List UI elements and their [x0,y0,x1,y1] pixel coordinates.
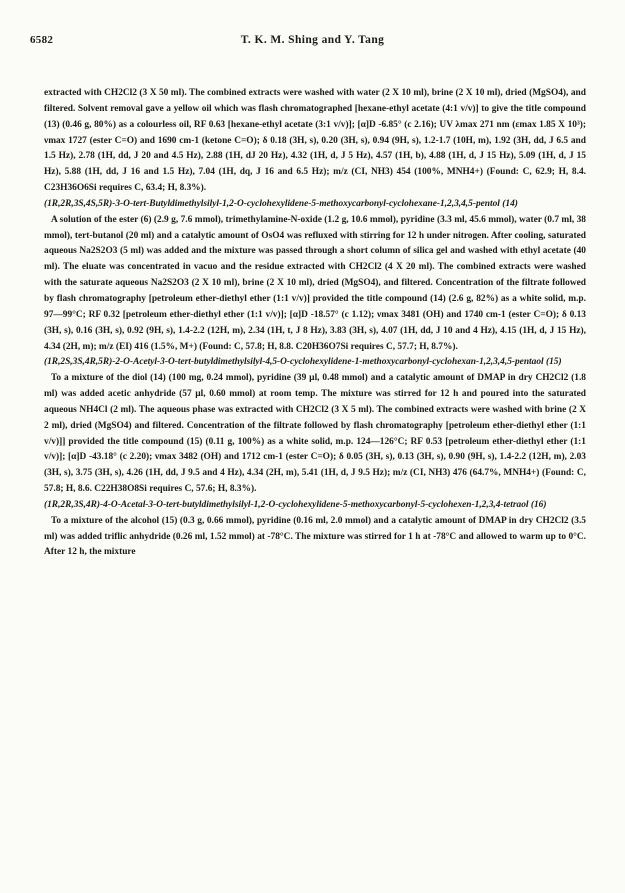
paragraph-compound-15-procedure: To a mixture of the diol (14) (100 mg, 0.24 mmol), pyridine (39 µl, 0.48 mmol) and a catalytic amount of DMAP in dry CH2Cl2 (1.8 ml) was added acetic anhydride (57 µl, 0.60 mmol) at room temp. The mixture was stirred for 12 h and poured into the saturated aqueous NH4Cl (2 ml). The aqueous phase was extracted with CH2Cl2 (3 X 5 ml). The combined extracts were washed with brine (2 X 2 ml), dried (MgSO4) and filtered. Concentration of the filtrate followed by flash chromatography [petroleum ether-diethyl ether (1:1 v/v)]] provided the title compound (15) (0.11 g, 100%) as a white solid, m.p. 124—126°C; RF 0.53 [petroleum ether-diethyl ether (1:1 v/v)]; [α]D -43.18° (c 2.20); νmax 3482 (OH) and 1712 cm-1 (ester C=O); δ 0.05 (3H, s), 0.13 (3H, s), 0.90 (9H, s), 1.4-2.2 (12H, m), 2.03 (3H, s), 3.75 (3H, s), 4.26 (1H, dd, J 9.5 and 4 Hz), 4.34 (2H, m), 5.41 (1H, d, J 9.5 Hz); m/z (CI, NH3) 476 (64.7%, MNH4+) (Found: C, 57.8; H, 8.6. C22H38O8Si requires C, 57.6; H, 8.3%). [44,373,586,495]
running-head: T. K. M. Shing and Y. Tang [240,34,385,46]
paragraph-compound-13-workup: extracted with CH2Cl2 (3 X 50 ml). The combined extracts were washed with water (2 X 10 ml), brine (2 X 10 ml), dried (MgSO4), and filtered. Solvent removal gave a yellow oil which was flash chromatographed [hexane-ethyl acetate (4:1 v/v)] to give the title compound (13) (0.46 g, 80%) as a colourless oil, RF 0.63 [hexane-ethyl acetate (3:1 v/v)]; [α]D -6.85° (c 2.16); UV λmax 271 nm (εmax 1.85 X 10³); νmax 1727 (ester C=O) and 1690 cm-1 (ketone C=O); δ 0.18 (3H, s), 0.20 (3H, s), 0.94 (9H, s), 1.2-1.7 (10H, m), 1.92 (3H, dd, J 6.5 and 1.5 Hz), 2.78 (1H, dd, J 20 and 4.5 Hz), 2.88 (1H, dJ 20 Hz), 4.32 (1H, d, J 5 Hz), 4.57 (1H, b), 4.88 (1H, d, J 15 Hz), 5.09 (1H, d, J 15 Hz), 5.88 (1H, dd, J 16 and 1.5 Hz), 7.04 (1H, dq, J 16 and 6.5 Hz); m/z (CI, NH3) 454 (100%, MNH4+) (Found: C, 62.9; H, 8.4. C23H36O6Si requires C, 63.4; H, 8.3%). [44,88,586,194]
article-body [44,86,586,561]
compound-heading-15: (1R,2S,3S,4R,5R)-2-O-Acetyl-3-O-tert-butyldimethylsilyl-4,5-O-cyclohexylidene-1-methoxycarbonyl-cyclohexan-1,2,3,4,5-pentaol (15) [44,357,562,368]
paragraph-compound-14-procedure: A solution of the ester (6) (2.9 g, 7.6 mmol), trimethylamine-N-oxide (1.2 g, 10.6 mmol), pyridine (3.3 ml, 45.6 mmol), water (0.7 ml, 38 mmol), tert-butanol (20 ml) and a catalytic amount of OsO4 was refluxed with stirring for 12 h under nitrogen. After cooling, saturated aqueous Na2S2O3 (5 ml) was added and the mixture was passed through a short column of silica gel and washed with ethyl acetate (40 ml). The eluate was concentrated in vacuo and the residue extracted with CH2Cl2 (4 X 20 ml). The combined extracts were washed with the saturate aqueous Na2S2O3 (2 X 10 ml), brine (2 X 10 ml), dried (MgSO4), and filtered. Concentration of the filtrate followed by flash chromatography [petroleum ether-diethyl ether (1:1 v/v)] provided the title compound (14) (2.6 g, 82%) as a white solid, m.p. 97—99°C; RF 0.32 [petroleum ether-diethyl ether (1:1 v/v)]; [α]D -18.57° (c 1.12); νmax 3481 (OH) and 1740 cm-1 (ester C=O); δ 0.13 (3H, s), 0.16 (3H, s), 0.92 (9H, s), 1.4-2.2 (12H, m), 2.34 (1H, t, J 8 Hz), 3.83 (3H, s), 4.07 (1H, dd, J 10 and 4 Hz), 4.15 (1H, d, J 15 Hz), 4.34 (2H, m); m/z (EI) 416 (1.5%, M+) (Found: C, 57.8; H, 8.8. C20H36O7Si requires C, 57.7; H, 8.7%). [44,214,586,352]
paragraph-compound-16-procedure: To a mixture of the alcohol (15) (0.3 g, 0.66 mmol), pyridine (0.16 ml, 2.0 mmol) and a catalytic amount of DMAP in dry CH2Cl2 (3.5 ml) was added triflic anhydride (0.26 ml, 1.52 mmol) at -78°C. The mixture was stirred for 1 h at -78°C and allowed to warm up to 0°C. After 12 h, the mixture [44,515,586,558]
compound-heading-16: (1R,2R,3S,4R)-4-O-Acetal-3-O-tert-butyldimethylsilyl-1,2-O-cyclohexylidene-5-methoxycarbonyl-5-cyclohexen-1,2,3,4-tetraol (16) [44,499,547,510]
compound-heading-14: (1R,2R,3S,4S,5R)-3-O-tert-Butyldimethylsilyl-1,2-O-cyclohexylidene-5-methoxycarbonyl-cyclohexane-1,2,3,4,5-pentol (14) [44,198,518,209]
page-number: 6582 [30,34,54,46]
